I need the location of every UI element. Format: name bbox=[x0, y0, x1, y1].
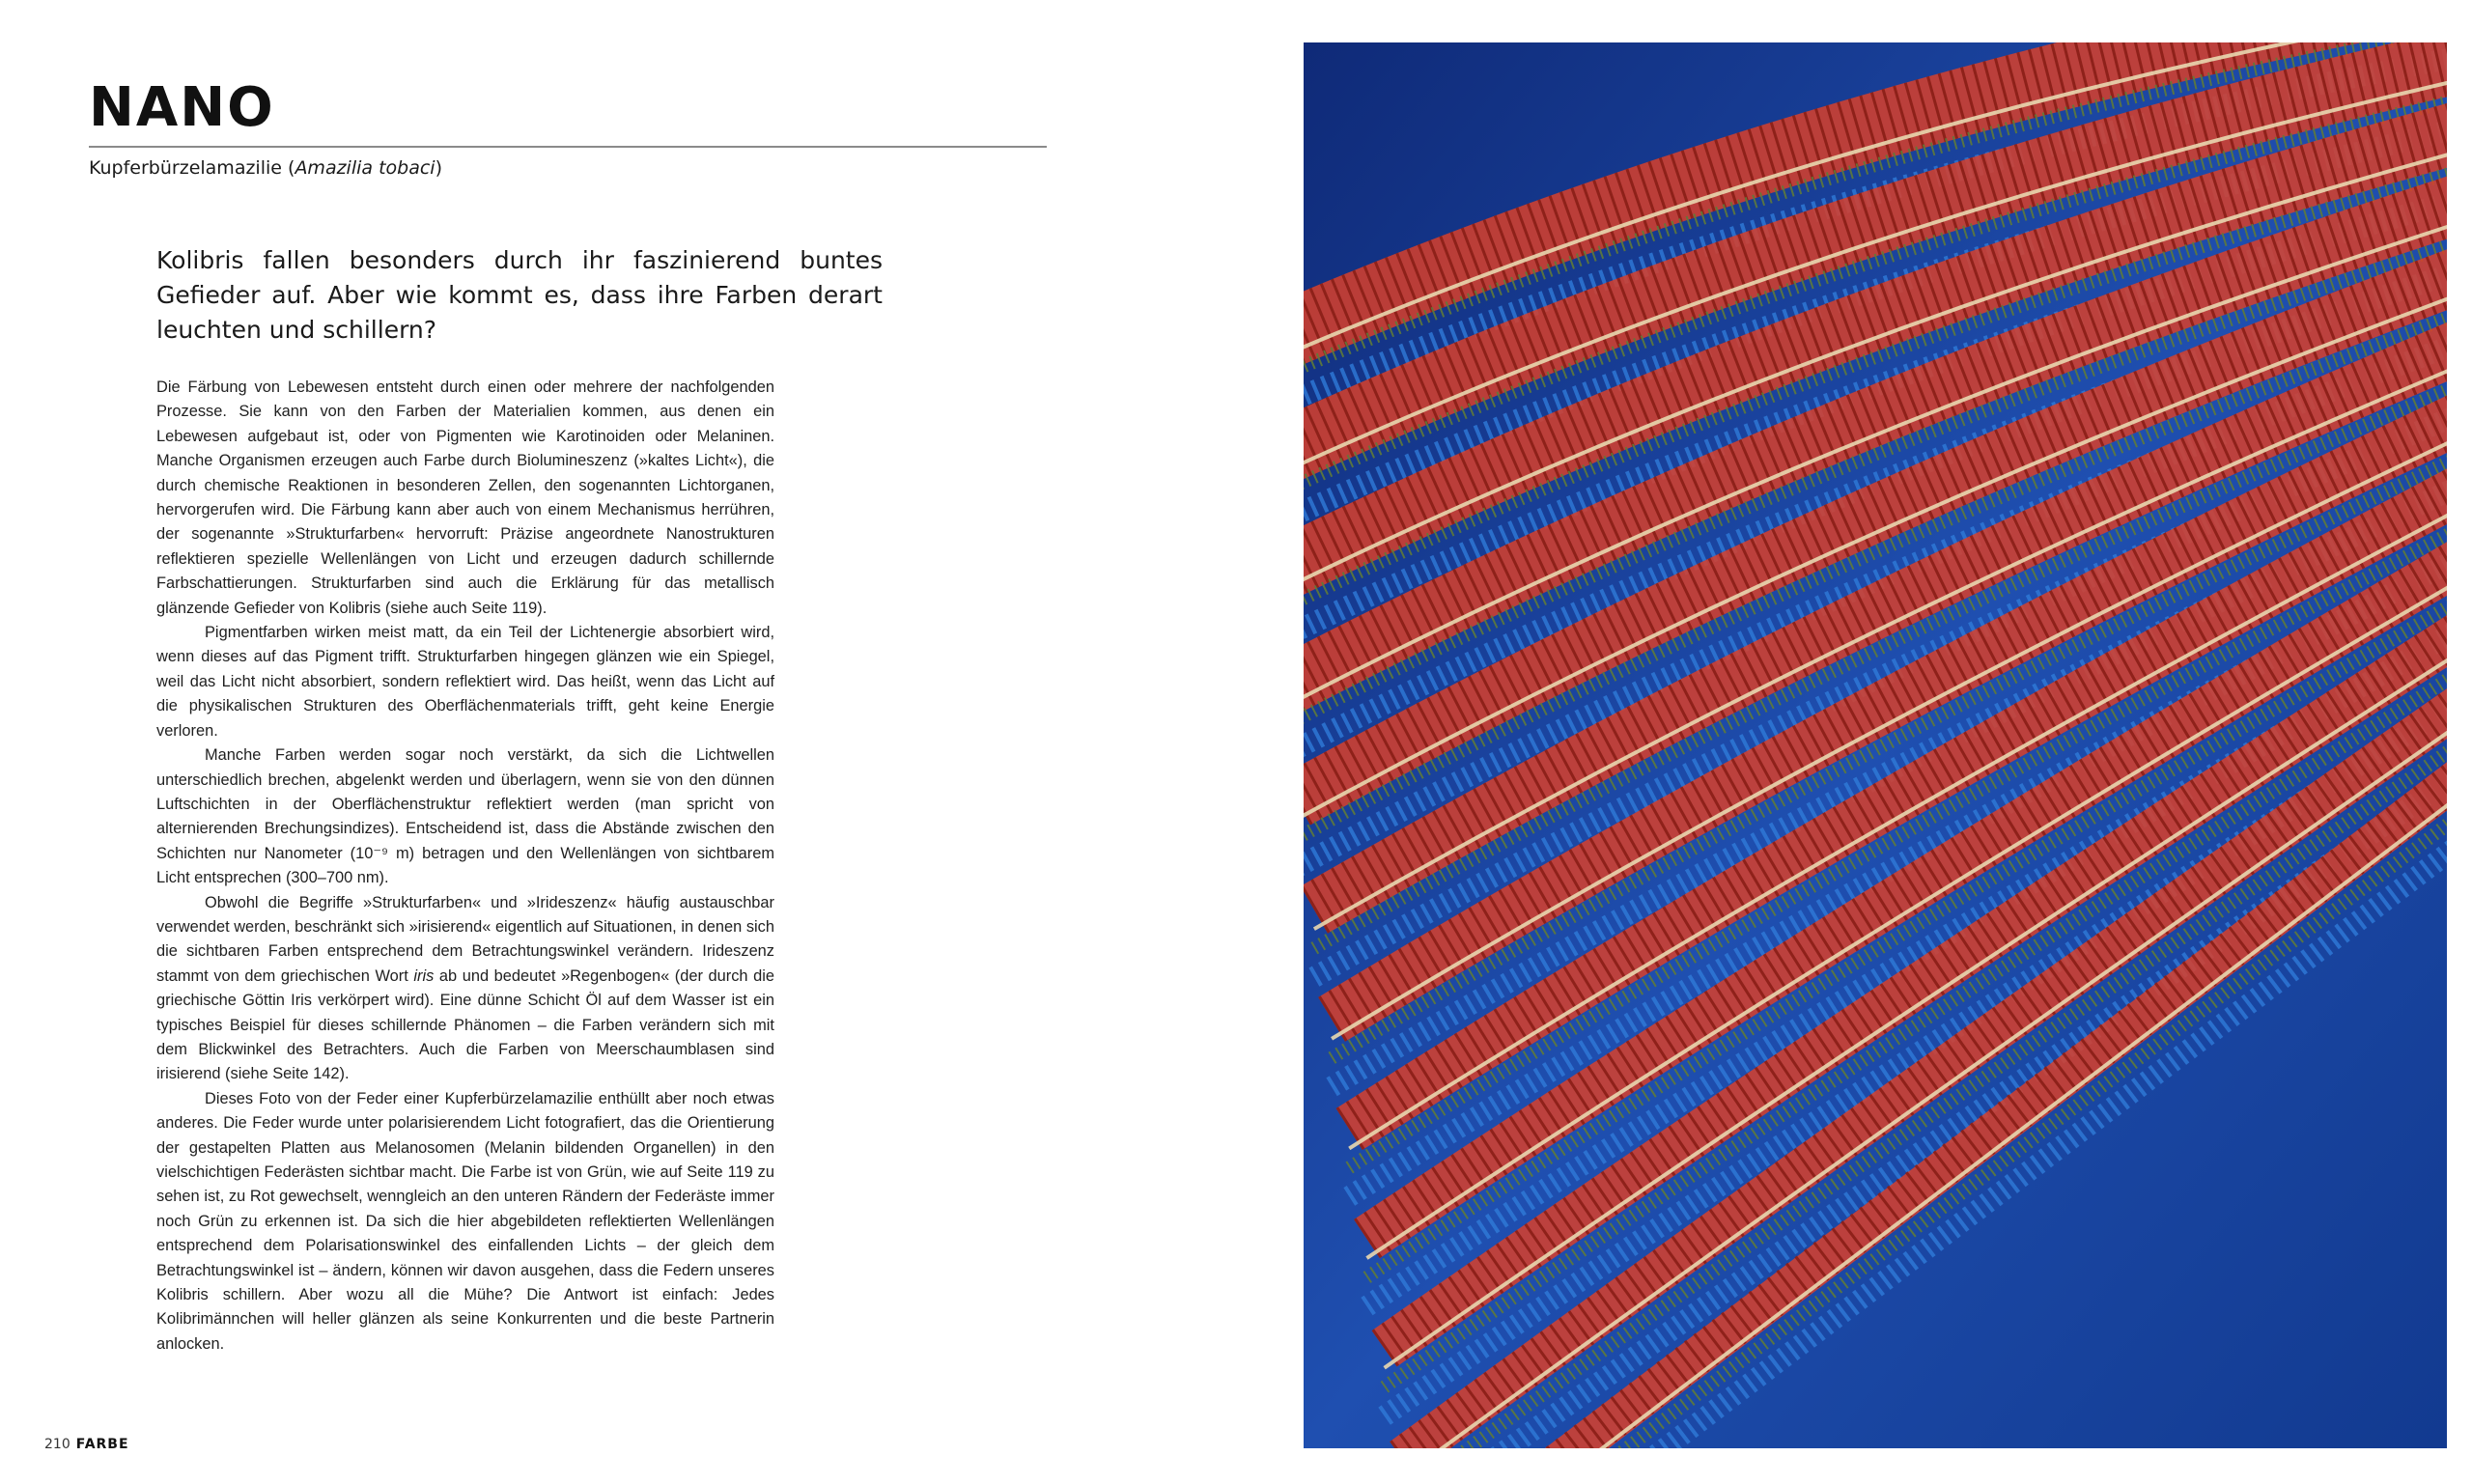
body-paragraph-1: Die Färbung von Lebewesen entsteht durch einen oder mehrere der nachfolgenden Prozesse. Sie kann von den Farben der Materialien kommen, aus denen ein Lebewesen aufgebaut ist, oder von Pigmenten wie Karotinoiden oder Melaninen. Manche Organismen erzeugen auch Farbe durch Biolumineszenz (»kaltes Licht«), die durch chemische Reaktionen in besonderen Zellen, den sogenannten Lichtorganen, hervorgerufen wird. Die Färbung kann aber auch von einem Mechanismus herrühren, der sogenannte »Strukturfarben« hervorruft: Präzise angeordnete Nanostrukturen reflektieren spezielle Wellenlängen von Licht und erzeugen dadurch schillernde Farbschattierungen. Strukturfarben sind auch die Erklärung für das metallisch glänzende Gefieder von Kolibris (siehe auch Seite 119). bbox=[156, 378, 774, 617]
species-latin-name: Amazilia tobaci bbox=[295, 157, 435, 179]
species-subtitle bbox=[89, 154, 442, 182]
page-title: NANO bbox=[89, 76, 275, 139]
feather-photo bbox=[1304, 42, 2447, 1448]
body-paragraph-5: Dieses Foto von der Feder einer Kupferbürzelamazilie enthüllt aber noch etwas anderes. Die Feder wurde unter polarisierendem Licht fotografiert, das die Orientierung der gestapelten Platten aus Melanosomen (Melanin bildenden Organellen) in den vielschichtigen Federästen sichtbar macht. Die Farbe ist von Grün, wie auf Seite 119 zu sehen ist, zu Rot gewechselt, wenngleich an den unteren Rändern der Federäste immer noch Grün zu erkennen ist. Da sich die hier abgebildeten reflektierten Wellenlängen entsprechend dem Polarisationswinkel des einfallenden Lichts – der gleich dem Betrachtungswinkel ist – ändern, können wir davon ausgehen, dass die Federn unseres Kolibris schillern. Aber wozu all die Mühe? Die Antwort ist einfach: Jedes Kolibrimännchen will heller glänzen als seine Konkurrenten und die beste Partnerin anlocken. bbox=[156, 1089, 774, 1353]
title-rule bbox=[89, 146, 1047, 148]
feather-illustration bbox=[1304, 42, 2447, 1448]
body-paragraph-4 bbox=[156, 891, 774, 1087]
body-paragraph-3: Manche Farben werden sogar noch verstärkt, da sich die Lichtwellen unterschiedlich brechen, abgelenkt werden und überlagern, wenn sie von den dünnen Luftschichten in der Oberflächenstruktur reflektiert werden (man spricht von alternierenden Brechungsindizes). Entscheidend ist, dass die Abstände zwischen den Schichten nur Nanometer (10⁻⁹ m) betragen und den Wellenlängen von sichtbarem Licht entsprechen (300–700 nm). bbox=[156, 746, 774, 887]
page-number: 210 bbox=[44, 1437, 70, 1452]
body-paragraph-4-part-a: Obwohl die Begriffe »Strukturfarben« und »Irideszenz« häufig austauschbar verwendet werden, beschränkt sich »irisierend« eigentlich auf Situationen, in denen sich die sichtbaren Farben entsprechend dem Betrachtungswinkel verändern. Irideszenz stammt von dem griechischen Wort bbox=[156, 893, 774, 985]
paren-open: ( bbox=[288, 157, 295, 179]
section-name: FARBE bbox=[75, 1437, 129, 1452]
paren-close: ) bbox=[435, 157, 443, 179]
lede-paragraph: Kolibris fallen besonders durch ihr faszinierend buntes Gefieder auf. Aber wie kommt es, dass ihre Farben derart leuchten und schillern? bbox=[156, 246, 883, 344]
right-page bbox=[1236, 0, 2472, 1484]
species-common-name: Kupferbürzelamazilie bbox=[89, 157, 282, 179]
body-paragraph-2: Pigmentfarben wirken meist matt, da ein Teil der Lichtenergie absorbiert wird, wenn dieses auf das Pigment trifft. Strukturfarben hingegen glänzen wie ein Spiegel, weil das Licht nicht absorbiert, sondern reflektiert wird. Das heißt, wenn das Licht auf die physikalischen Strukturen des Oberflächenmaterials trifft, geht keine Energie verloren. bbox=[156, 624, 774, 740]
iris-term: iris bbox=[413, 966, 435, 985]
folio bbox=[44, 1435, 129, 1454]
body-paragraph-4-part-b: ab und bedeutet »Regenbogen« (der durch die griechische Göttin Iris verkörpert wird). Eine dünne Schicht Öl auf dem Wasser ist ein typisches Beispiel für dieses schillernde Phänomen – die Farben verändern sich mit dem Blickwinkel des Betrachters. Auch die Farben von Meerschaumblasen sind irisierend (siehe Seite 142). bbox=[156, 966, 774, 1083]
body-text bbox=[156, 376, 774, 1357]
